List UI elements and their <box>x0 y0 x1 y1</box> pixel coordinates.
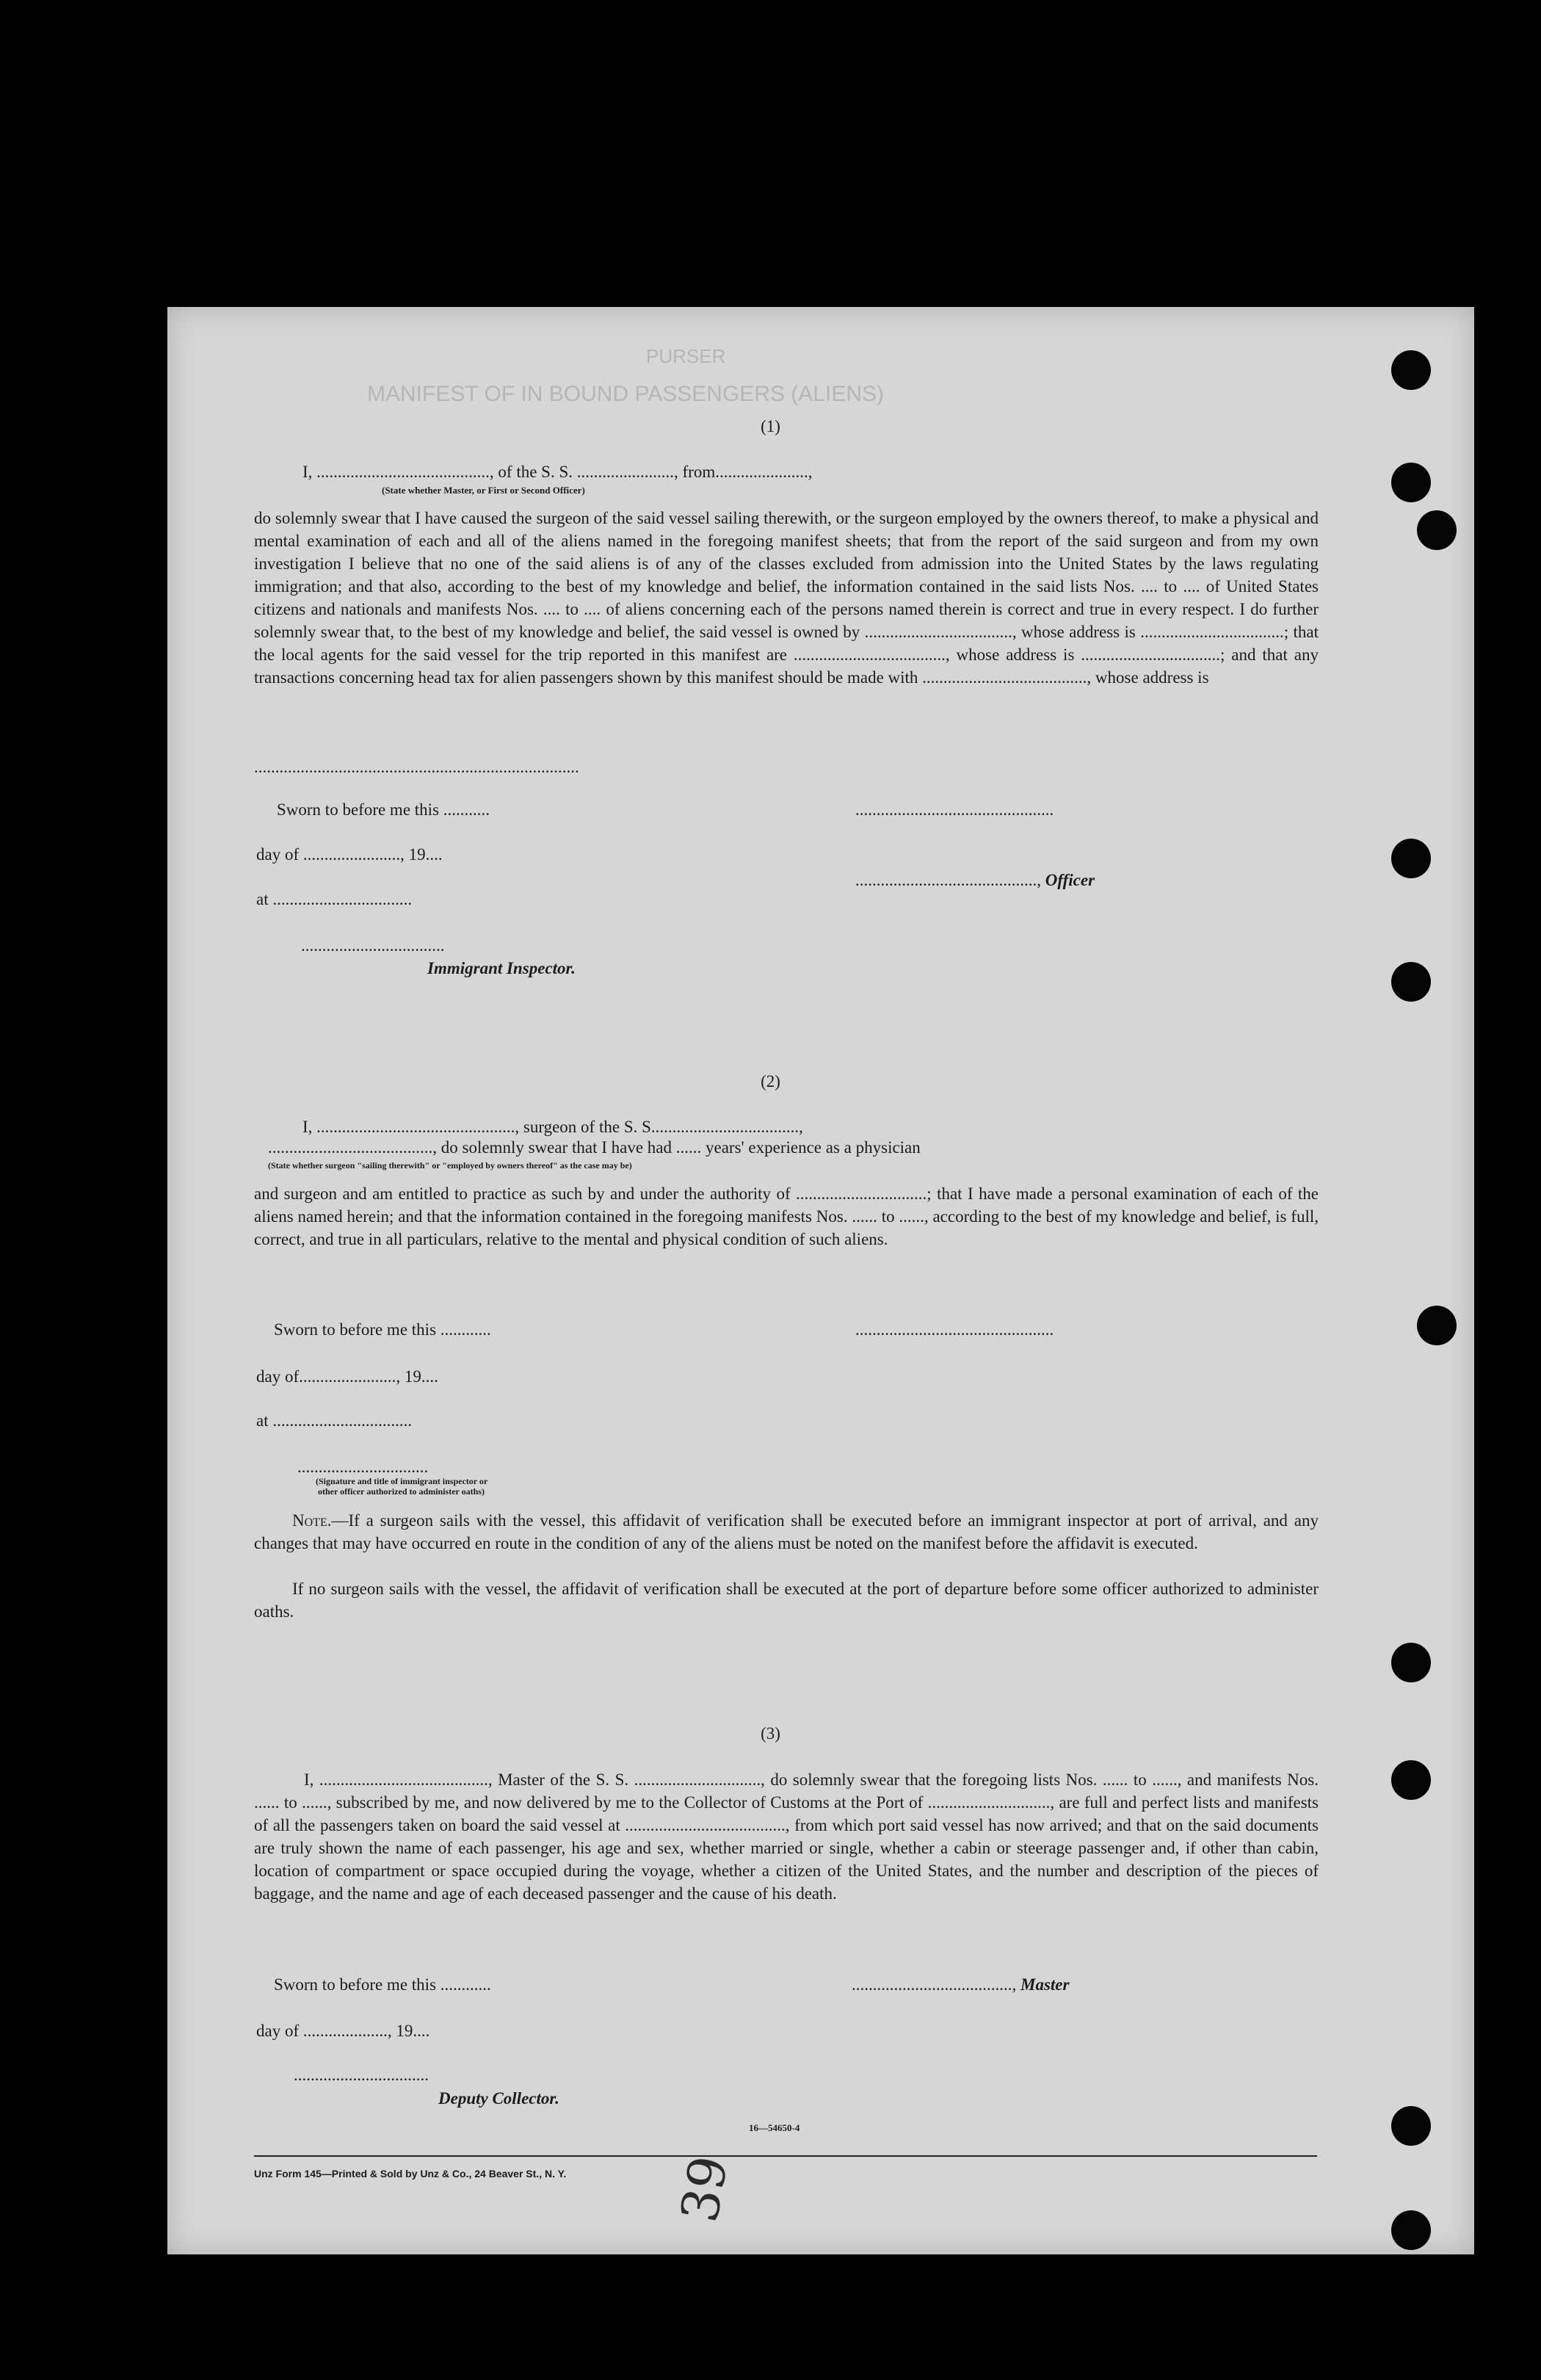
section-1-inspector-label: Immigrant Inspector. <box>427 959 576 977</box>
section-2-signature-line: ............................................... <box>855 1320 1054 1339</box>
master-dots: ......................................, <box>852 1975 1020 1994</box>
punch-hole-7 <box>1391 1643 1431 1682</box>
punch-hole-9 <box>1391 2106 1431 2146</box>
section-2-note-paragraph <box>254 1509 1319 1555</box>
punch-hole-5 <box>1391 962 1431 1002</box>
section-1-inspector-line: .................................. <box>301 936 445 955</box>
section-2-note-paragraph-2: If no surgeon sails with the vessel, the affidavit of verification shall be executed at the port of departure before some officer authorized to administer oaths. <box>254 1580 1319 1621</box>
section-2-number: (2) <box>761 1072 780 1090</box>
section-1-trail: ............................................................................. <box>254 758 579 776</box>
section-3-collector-line: ................................ <box>294 2066 429 2084</box>
section-1-officer-line <box>855 871 1095 890</box>
note-text: —If a surgeon sails with the vessel, this affidavit of verification shall be executed before an immigrant inspector at port of arrival, and any changes that may have occurred en route in the condition of any of the aliens must be noted on the manifest before the affidavit is executed. <box>254 1511 1319 1552</box>
section-2-sworn: Sworn to before me this ............ <box>274 1320 491 1339</box>
section-1-number: (1) <box>761 417 780 435</box>
header-ghost-center: MANIFEST OF IN BOUND PASSENGERS (ALIENS) <box>367 382 885 406</box>
section-1-note: (State whether Master, or First or Second Officer) <box>382 485 585 496</box>
section-2-day: day of......................., 19.... <box>256 1367 438 1386</box>
note-label: Note. <box>292 1511 332 1530</box>
printer-credit: Unz Form 145—Printed & Sold by Unz & Co., 24 Beaver St., N. Y. <box>254 2168 567 2180</box>
officer-dots: ..........................................., <box>855 871 1045 889</box>
punch-hole-2 <box>1391 463 1431 502</box>
section-2-line1: I, ..............................................., surgeon of the S. S..................................., <box>302 1118 803 1136</box>
officer-label: Officer <box>1045 871 1095 889</box>
punch-hole-3 <box>1417 510 1457 550</box>
punch-hole-8 <box>1391 1760 1431 1800</box>
section-2-line2: ......................................., do solemnly swear that I have had ...... years' experience as a physician <box>268 1138 921 1157</box>
section-1-at: at ................................. <box>256 890 413 908</box>
section-3-day: day of ...................., 19.... <box>256 2022 430 2040</box>
section-3-master-line <box>852 1975 1069 1994</box>
section-1-sworn: Sworn to before me this ........... <box>277 800 490 819</box>
header-ghost-left: PURSER <box>646 345 726 367</box>
section-2-signature-dots: ............................... <box>297 1458 429 1476</box>
section-3-sworn: Sworn to before me this ............ <box>274 1975 491 1994</box>
section-2-note: (State whether surgeon "sailing therewith" or "employed by owners thereof" as the case may be) <box>268 1160 632 1171</box>
punch-hole-4 <box>1391 839 1431 878</box>
punch-hole-1 <box>1391 350 1431 390</box>
section-3-body: I, ........................................, Master of the S. S. .............................., do solemnly swear that the foregoing lists Nos. ...... to ......, and manifests Nos. ...... to ......, subscribed by me, and now delivered by me to the Collector of Customs at the Port of ............................., are full and perfect lists and manifests of all the passengers taken on board the said vessel at ......................................, from which port said vessel has now arrived; and that on the said documents are truly shown the name of each passenger, his age and sex, whether married or single, whether a cabin or steerage passenger and, if other than cabin, location of compartment or space occupied during the voyage, whether a citizen of the United States, and the number and description of the pieces of baggage, and the name and age of each deceased passenger and the cause of his death. <box>254 1770 1319 1903</box>
section-3-collector-label: Deputy Collector. <box>438 2089 559 2108</box>
punch-hole-6 <box>1417 1306 1457 1345</box>
footer-rule <box>254 2155 1317 2157</box>
section-3-form-number: 16—54650-4 <box>749 2122 800 2133</box>
handwritten-annotation: 39 <box>669 2152 740 2227</box>
section-2-body: and surgeon and am entitled to practice as such by and under the authority of ...............................; that I have made a personal examination of each of the aliens named herein; and that the information contained in the foregoing manifests Nos. ...... to ......, according to the best of my knowledge and belief, is full, correct, and true in all particulars, relative to the mental and physical condition of such aliens. <box>254 1184 1319 1248</box>
section-2-signature-note: (Signature and title of immigrant inspector or other officer authorized to administer oaths) <box>316 1476 488 1497</box>
section-1-day: day of ......................., 19.... <box>256 845 443 864</box>
section-1-body: do solemnly swear that I have caused the surgeon of the said vessel sailing therewith, or the surgeon employed by the owners thereof, to make a physical and mental examination of each and all of the aliens named in the foregoing manifest sheets; that from the report of the said surgeon and from my own investigation I believe that no one of the said aliens is of any of the classes excluded from admission into the United States by the laws regulating immigration; and that also, according to the best of my knowledge and belief, the information contained in the said lists Nos. .... to .... of United States citizens and nationals and manifests Nos. .... to .... of aliens concerning each of the persons named therein is correct and true in every respect. I do further solemnly swear that, to the best of my knowledge and belief, the said vessel is owned by ..................................., whose address is ..................................; that the local agents for the said vessel for the trip reported in this manifest are ...................................., whose address is .................................; and that any transactions concerning head tax for alien passengers shown by this manifest should be made with ......................................., whose address is <box>254 509 1319 687</box>
section-3-number: (3) <box>761 1724 780 1743</box>
punch-hole-10 <box>1391 2210 1431 2250</box>
master-label: Master <box>1020 1975 1070 1994</box>
section-1-line1: I, ........................................., of the S. S. ......................., from......................, <box>302 463 813 481</box>
section-2-at: at ................................. <box>256 1411 413 1430</box>
section-1-signature-line: ............................................... <box>855 800 1054 819</box>
